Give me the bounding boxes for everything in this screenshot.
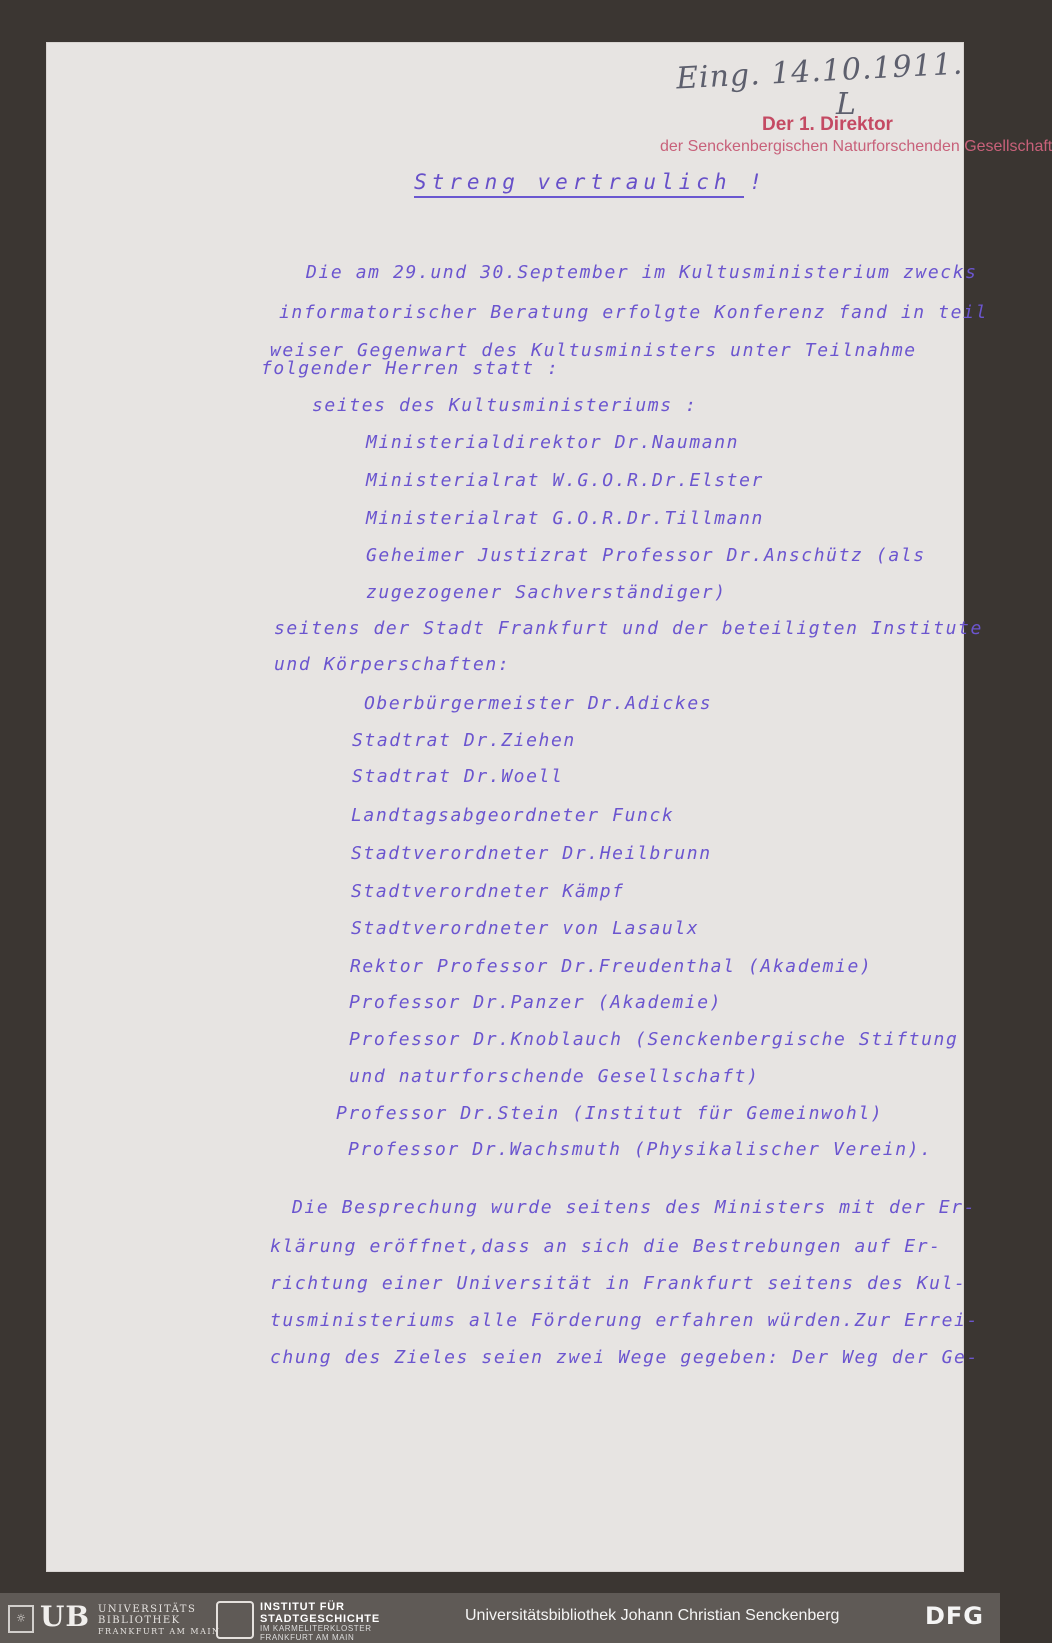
text-line: Professor Dr.Knoblauch (Senckenbergische Stiftung <box>349 1029 959 1050</box>
isg-logo-line3: IM KARMELITERKLOSTER <box>260 1624 372 1633</box>
text-line: Stadtverordneter Kämpf <box>351 881 625 902</box>
text-line: seitens der Stadt Frankfurt und der beteiligten Institute <box>274 618 983 639</box>
text-line: richtung einer Universität in Frankfurt seitens des Kul- <box>270 1273 967 1294</box>
text-line: Geheimer Justizrat Professor Dr.Anschütz (als <box>366 545 926 566</box>
text-line: weiser Gegenwart des Kultusministers unter Teilnahme <box>270 340 917 361</box>
text-line: Die Besprechung wurde seitens des Ministers mit der Er- <box>292 1197 977 1218</box>
text-line: klärung eröffnet,dass an sich die Bestrebungen auf Er- <box>270 1236 942 1257</box>
text-line: Ministerialrat G.O.R.Dr.Tillmann <box>366 508 764 529</box>
text-line: informatorischer Beratung erfolgte Konferenz fand in teil <box>279 302 988 323</box>
isg-logo-line4: FRANKFURT AM MAIN <box>260 1633 355 1642</box>
dfg-logo: DFG <box>924 1602 984 1630</box>
text-line: Stadtrat Dr.Woell <box>352 766 564 787</box>
text-line: Professor Dr.Panzer (Akademie) <box>349 992 723 1013</box>
isg-logo-line1: INSTITUT FÜR <box>260 1601 345 1613</box>
document-heading: Streng vertraulich ! <box>414 170 744 198</box>
text-line: Rektor Professor Dr.Freudenthal (Akademie) <box>350 956 873 977</box>
text-line: Stadtverordneter von Lasaulx <box>351 918 700 939</box>
text-line: Stadtverordneter Dr.Heilbrunn <box>351 843 712 864</box>
text-line: seites des Kultusministeriums : <box>312 395 698 416</box>
ub-logo-text: UB <box>40 1600 91 1633</box>
handwritten-initial: L <box>836 87 856 122</box>
text-line: Ministerialdirektor Dr.Naumann <box>366 432 740 453</box>
text-line: Ministerialrat W.G.O.R.Dr.Elster <box>366 470 764 491</box>
stamp-title: Der 1. Direktor <box>762 114 893 135</box>
text-line: und Körperschaften: <box>274 654 511 675</box>
footer-bar <box>0 1593 1000 1643</box>
stamp-institution: der Senckenbergischen Naturforschenden Gesellschaft <box>660 138 1052 155</box>
receipt-date-note: Eing. 14.10.1911. <box>675 46 965 97</box>
text-line: Oberbürgermeister Dr.Adickes <box>364 693 713 714</box>
isg-logo-line2: STADTGESCHICHTE <box>260 1613 380 1625</box>
text-line: chung des Zieles seien zwei Wege gegeben: Der Weg der Ge- <box>270 1347 979 1368</box>
text-line: Stadtrat Dr.Ziehen <box>352 730 576 751</box>
text-line: Die am 29.und 30.September im Kultusministerium zwecks <box>306 262 978 283</box>
text-line: und naturforschende Gesellschaft) <box>349 1066 760 1087</box>
text-line: Landtagsabgeordneter Funck <box>351 805 675 826</box>
text-line: tusministeriums alle Förderung erfahren würden.Zur Errei- <box>270 1310 979 1331</box>
document-page <box>46 42 1052 1572</box>
text-line: folgender Herren statt : <box>261 358 560 379</box>
text-line: Professor Dr.Wachsmuth (Physikalischer Verein). <box>348 1139 933 1160</box>
text-line: zugezogener Sachverständiger) <box>366 582 727 603</box>
footer-library-name: Universitätsbibliothek Johann Christian Senckenberg <box>465 1607 840 1624</box>
ub-logo-line3: FRANKFURT AM MAIN <box>98 1627 221 1636</box>
text-line: Professor Dr.Stein (Institut für Gemeinwohl) <box>336 1103 884 1124</box>
ub-logo-line1: UNIVERSITÄTS <box>98 1604 197 1615</box>
ub-logo-line2: BIBLIOTHEK <box>98 1615 181 1626</box>
institute-logo-icon <box>216 1601 254 1639</box>
library-seal-icon: ☼ <box>8 1605 34 1633</box>
